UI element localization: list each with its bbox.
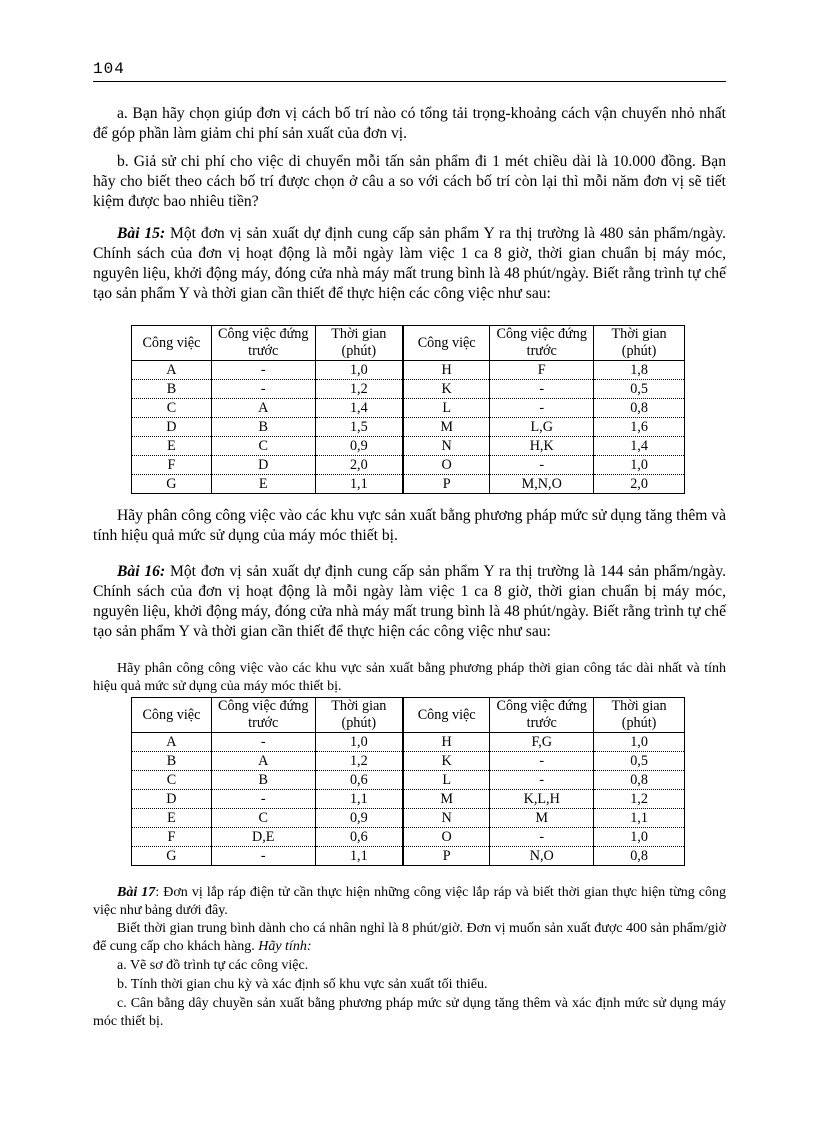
- table-cell: B: [132, 380, 212, 399]
- table-cell: -: [211, 790, 315, 809]
- table-cell: B: [211, 771, 315, 790]
- table-cell: 1,1: [594, 809, 685, 828]
- bai16-task: Hãy phân công công việc vào các khu vực sản xuất bằng phương pháp thời gian công tác dài nhất và tính hiệu quả mức sử dụng của máy móc thiết bị.: [93, 661, 726, 694]
- table-cell: C: [211, 809, 315, 828]
- table-cell: P: [403, 847, 490, 866]
- table-header-cell: Thời gian (phút): [594, 326, 685, 361]
- bai17-question-c: c. Cân bằng dây chuyền sản xuất bằng phương pháp mức sử dụng tăng thêm và xác định mức sử dụng máy móc thiết bị.: [93, 996, 726, 1029]
- table-cell: -: [490, 399, 594, 418]
- bai15-label: Bài 15:: [117, 225, 166, 242]
- bai17-question-a: a. Vẽ sơ đồ trình tự các công việc.: [117, 958, 309, 973]
- table-cell: A: [211, 752, 315, 771]
- table-header-cell: Công việc: [132, 698, 212, 733]
- table-cell: M,N,O: [490, 475, 594, 494]
- bai17-label: Bài 17: [117, 885, 156, 900]
- table-cell: 1,1: [315, 475, 403, 494]
- table-cell: 1,0: [315, 361, 403, 380]
- table-row: [132, 771, 685, 790]
- table-cell: 0,6: [315, 828, 403, 847]
- table-cell: -: [490, 752, 594, 771]
- table-cell: N: [403, 809, 490, 828]
- table-row: [132, 418, 685, 437]
- table-row: [132, 361, 685, 380]
- table-header-row: [132, 326, 685, 361]
- bai17-p2: [93, 920, 726, 956]
- bai16-paragraph: [93, 562, 726, 642]
- table-cell: C: [211, 437, 315, 456]
- table-cell: E: [211, 475, 315, 494]
- table-header-cell: Công việc: [132, 326, 212, 361]
- table-cell: 1,1: [315, 790, 403, 809]
- bai17-p2-italic: Hãy tính:: [258, 939, 312, 954]
- table-header-cell: Công việc đứng trước: [490, 698, 594, 733]
- table-cell: 1,2: [594, 790, 685, 809]
- table-cell: 0,8: [594, 771, 685, 790]
- table-cell: -: [490, 380, 594, 399]
- table-cell: -: [211, 380, 315, 399]
- table-row: [132, 399, 685, 418]
- table-header-cell: Thời gian (phút): [315, 326, 403, 361]
- bai15-paragraph: [93, 224, 726, 304]
- table-row: [132, 752, 685, 771]
- table-header-cell: Thời gian (phút): [315, 698, 403, 733]
- intro-question-a: a. Bạn hãy chọn giúp đơn vị cách bố trí nào có tổng tải trọng-khoảng cách vận chuyển nhỏ nhất để góp phần làm giảm chi phí sản xuất của đơn vị.: [93, 105, 726, 142]
- table-row: [132, 380, 685, 399]
- table-cell: F: [132, 456, 212, 475]
- bai17-question-b: b. Tính thời gian chu kỳ và xác định số khu vực sản xuất tối thiểu.: [117, 977, 488, 992]
- table-cell: D: [211, 456, 315, 475]
- table-cell: F,G: [490, 733, 594, 752]
- table-cell: 1,6: [594, 418, 685, 437]
- bai16-table: [131, 697, 685, 866]
- table-cell: H: [403, 361, 490, 380]
- table-cell: 1,1: [315, 847, 403, 866]
- table-header-cell: Công việc đứng trước: [490, 326, 594, 361]
- table-cell: -: [490, 828, 594, 847]
- table-cell: A: [132, 733, 212, 752]
- table-cell: 0,5: [594, 752, 685, 771]
- table-row: [132, 475, 685, 494]
- table-cell: C: [132, 399, 212, 418]
- table-cell: 1,0: [594, 733, 685, 752]
- header-rule: [93, 81, 726, 82]
- table-cell: K,L,H: [490, 790, 594, 809]
- table-row: [132, 847, 685, 866]
- table-cell: N: [403, 437, 490, 456]
- table-cell: K: [403, 752, 490, 771]
- table-cell: O: [403, 828, 490, 847]
- table-cell: O: [403, 456, 490, 475]
- table-cell: M: [403, 418, 490, 437]
- table-cell: 0,8: [594, 399, 685, 418]
- table-cell: 0,8: [594, 847, 685, 866]
- table-row: [132, 437, 685, 456]
- table-cell: 1,0: [594, 456, 685, 475]
- table-cell: P: [403, 475, 490, 494]
- table-cell: 1,5: [315, 418, 403, 437]
- table-header-row: [132, 698, 685, 733]
- table-cell: L,G: [490, 418, 594, 437]
- table-cell: 1,8: [594, 361, 685, 380]
- table-cell: 2,0: [594, 475, 685, 494]
- table-cell: B: [211, 418, 315, 437]
- table-cell: D: [132, 790, 212, 809]
- table-cell: -: [211, 847, 315, 866]
- table-cell: F: [132, 828, 212, 847]
- table-cell: M: [490, 809, 594, 828]
- table-cell: 1,4: [594, 437, 685, 456]
- table-cell: 0,9: [315, 437, 403, 456]
- table-cell: L: [403, 771, 490, 790]
- table-cell: M: [403, 790, 490, 809]
- table-row: [132, 790, 685, 809]
- table-cell: L: [403, 399, 490, 418]
- table-cell: 0,5: [594, 380, 685, 399]
- table-cell: H: [403, 733, 490, 752]
- table-cell: 2,0: [315, 456, 403, 475]
- table-cell: 1,4: [315, 399, 403, 418]
- table-cell: -: [490, 771, 594, 790]
- table-cell: A: [211, 399, 315, 418]
- table-header-cell: Công việc: [403, 326, 490, 361]
- table-header-cell: Công việc đứng trước: [211, 326, 315, 361]
- table-cell: G: [132, 475, 212, 494]
- table-cell: 1,2: [315, 752, 403, 771]
- table-cell: 1,2: [315, 380, 403, 399]
- bai17-paragraph: [93, 884, 726, 920]
- bai15-text: Một đơn vị sản xuất dự định cung cấp sản phẩm Y ra thị trường là 480 sản phẩm/ngày. Chính sách của đơn vị hoạt động là mỗi ngày làm việc 1 ca 8 giờ, thời gian chuẩn bị máy móc, nguyên liệu, khởi động máy, đóng cửa nhà máy mất trung bình là 48 phút/ngày. Biết rằng trình tự chế tạo sản phẩm Y và thời gian cần thiết để thực hiện các công việc như sau:: [93, 225, 727, 302]
- table-cell: -: [211, 733, 315, 752]
- table-cell: G: [132, 847, 212, 866]
- table-cell: C: [132, 771, 212, 790]
- table-cell: 0,6: [315, 771, 403, 790]
- table-cell: N,O: [490, 847, 594, 866]
- table-row: [132, 809, 685, 828]
- table-cell: D,E: [211, 828, 315, 847]
- table-cell: 1,0: [594, 828, 685, 847]
- page-number: 104: [93, 60, 125, 78]
- intro-question-b: b. Giả sử chi phí cho việc di chuyển mỗi tấn sản phẩm đi 1 mét chiều dài là 10.000 đồng. Bạn hãy cho biết theo cách bố trí được chọn ở câu a so với cách bố trí còn lại thì mỗi năm đơn vị sẽ tiết kiệm được bao nhiêu tiền?: [93, 153, 726, 210]
- table-header-cell: Thời gian (phút): [594, 698, 685, 733]
- bai16-text: Một đơn vị sản xuất dự định cung cấp sản phẩm Y ra thị trường là 144 sản phẩm/ngày. Chính sách của đơn vị hoạt động là mỗi ngày làm việc 1 ca 8 giờ, thời gian chuẩn bị máy móc, nguyên liệu, khởi động máy, đóng cửa nhà máy mất trung bình là 48 phút/ngày. Biết rằng trình tự chế tạo sản phẩm Y và thời gian cần thiết để thực hiện các công việc như sau:: [93, 563, 727, 640]
- bai15-task: Hãy phân công công việc vào các khu vực sản xuất bằng phương pháp mức sử dụng tăng thêm và tính hiệu quả mức sử dụng của máy móc thiết bị.: [93, 507, 726, 544]
- table-row: [132, 456, 685, 475]
- table-cell: -: [211, 361, 315, 380]
- table-cell: A: [132, 361, 212, 380]
- table-header-cell: Công việc: [403, 698, 490, 733]
- bai17-p2-text: Biết thời gian trung bình dành cho cá nhân nghỉ là 8 phút/giờ. Đơn vị muốn sản xuất được 400 sản phẩm/giờ để cung cấp cho khách hàng.: [93, 921, 726, 954]
- table-row: [132, 828, 685, 847]
- table-cell: E: [132, 437, 212, 456]
- table-cell: D: [132, 418, 212, 437]
- bai17-text: : Đơn vị lắp ráp điện tử cần thực hiện những công việc lắp ráp và biết thời gian thực hiện từng công việc như bảng dưới đây.: [93, 885, 727, 918]
- table-row: [132, 733, 685, 752]
- bai16-label: Bài 16:: [117, 563, 166, 580]
- table-cell: F: [490, 361, 594, 380]
- table-cell: -: [490, 456, 594, 475]
- table-cell: B: [132, 752, 212, 771]
- table-cell: K: [403, 380, 490, 399]
- table-cell: 0,9: [315, 809, 403, 828]
- table-cell: H,K: [490, 437, 594, 456]
- table-header-cell: Công việc đứng trước: [211, 698, 315, 733]
- table-cell: 1,0: [315, 733, 403, 752]
- table-cell: E: [132, 809, 212, 828]
- bai15-table: [131, 325, 685, 494]
